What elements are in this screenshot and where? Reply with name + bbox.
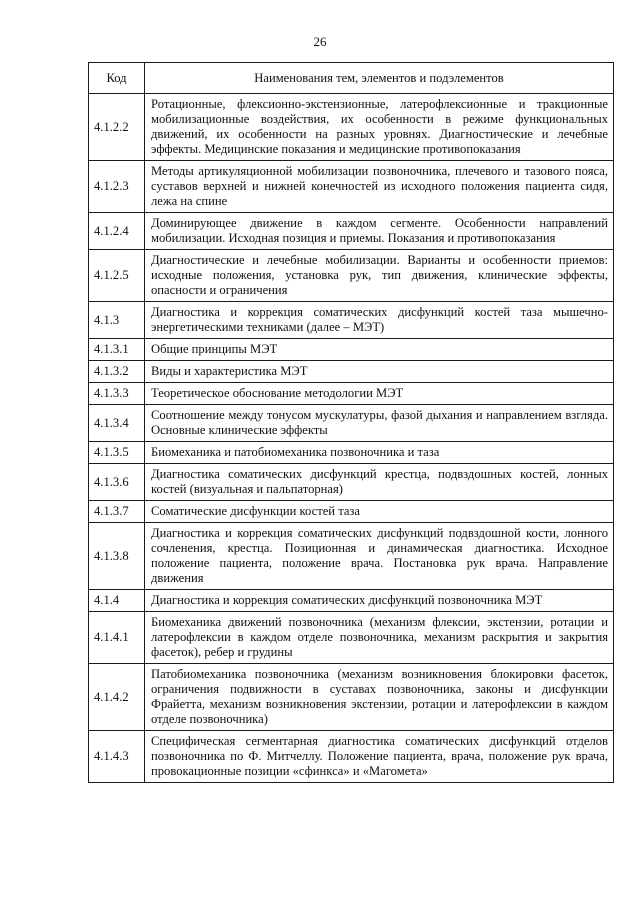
row-code: 4.1.4.3 [89, 731, 145, 783]
row-topic-name: Диагностика и коррекция соматических дисфункций подвздошной кости, лонного сочленения, крестца. Позиционная и динамическая диагностика. Исходное положение пациента, положение врача. Постановка рук врача. Направление движения [145, 523, 614, 590]
row-code: 4.1.2.2 [89, 94, 145, 161]
row-topic-name: Соотношение между тонусом мускулатуры, фазой дыхания и направлением взгляда. Основные клинические эффекты [145, 405, 614, 442]
row-topic-name: Патобиомеханика позвоночника (механизм возникновения блокировки фасеток, ограничения подвижности в суставах позвоночника, законы и дисфункции Фрайетта, механизм возникновения экстензии, ротации и латерофлексии в каждом отделе позвоночника) [145, 664, 614, 731]
table-row [89, 523, 614, 590]
row-topic-name: Диагностика и коррекция соматических дисфункций позвоночника МЭТ [145, 590, 614, 612]
row-topic-name: Соматические дисфункции костей таза [145, 501, 614, 523]
table-row [89, 213, 614, 250]
row-code: 4.1.4 [89, 590, 145, 612]
page-number: 26 [313, 34, 327, 49]
row-topic-name: Диагностика соматических дисфункций крестца, подвздошных костей, лонных костей (визуальная и пальпаторная) [145, 464, 614, 501]
row-topic-name: Биомеханика и патобиомеханика позвоночника и таза [145, 442, 614, 464]
row-code: 4.1.3.3 [89, 383, 145, 405]
table-row [89, 339, 614, 361]
row-topic-name: Виды и характеристика МЭТ [145, 361, 614, 383]
row-code: 4.1.4.2 [89, 664, 145, 731]
row-code: 4.1.3.8 [89, 523, 145, 590]
column-header-name: Наименования тем, элементов и подэлементов [145, 63, 614, 94]
row-code: 4.1.4.1 [89, 612, 145, 664]
table-body [89, 94, 614, 783]
row-topic-name: Ротационные, флексионно-экстензионные, латерофлексионные и тракционные мобилизационные воздействия, их особенности в режиме функциональных движений, их особенности на разных уровнях. Диагностические и лечебные эффекты. Медицинские показания и медицинские противопоказания [145, 94, 614, 161]
table-row [89, 731, 614, 783]
row-topic-name: Общие принципы МЭТ [145, 339, 614, 361]
table-row [89, 590, 614, 612]
row-topic-name: Теоретическое обоснование методологии МЭТ [145, 383, 614, 405]
row-code: 4.1.3.2 [89, 361, 145, 383]
row-code: 4.1.2.4 [89, 213, 145, 250]
table-row [89, 501, 614, 523]
row-code: 4.1.3.7 [89, 501, 145, 523]
curriculum-table [88, 62, 614, 783]
row-topic-name: Диагностические и лечебные мобилизации. Варианты и особенности приемов: исходные положения, установка рук, тип движения, клинические эффекты, опасности и ограничения [145, 250, 614, 302]
table-row [89, 361, 614, 383]
row-code: 4.1.3 [89, 302, 145, 339]
table-row [89, 161, 614, 213]
row-code: 4.1.3.6 [89, 464, 145, 501]
row-topic-name: Специфическая сегментарная диагностика соматических дисфункций отделов позвоночника по Ф. Митчеллу. Положение пациента, врача, положение рук врача, провокационные позиции «сфинкса» и «Магомета» [145, 731, 614, 783]
row-topic-name: Доминирующее движение в каждом сегменте. Особенности направлений мобилизации. Исходная позиция и приемы. Показания и противопоказания [145, 213, 614, 250]
table-header-row [89, 63, 614, 94]
table-row [89, 442, 614, 464]
table-row [89, 302, 614, 339]
row-code: 4.1.3.1 [89, 339, 145, 361]
column-header-code: Код [89, 63, 145, 94]
table-row [89, 405, 614, 442]
row-code: 4.1.2.3 [89, 161, 145, 213]
table-row [89, 250, 614, 302]
table-row [89, 94, 614, 161]
row-code: 4.1.3.4 [89, 405, 145, 442]
table-row [89, 383, 614, 405]
table-row [89, 464, 614, 501]
table-row [89, 612, 614, 664]
row-topic-name: Биомеханика движений позвоночника (механизм флексии, экстензии, ротации и латерофлексии в каждом отделе позвоночника, механизм раскрытия и закрытия фасеток), ребер и грудины [145, 612, 614, 664]
row-code: 4.1.2.5 [89, 250, 145, 302]
row-topic-name: Диагностика и коррекция соматических дисфункций костей таза мышечно-энергетическими техниками (далее – МЭТ) [145, 302, 614, 339]
table-row [89, 664, 614, 731]
row-code: 4.1.3.5 [89, 442, 145, 464]
row-topic-name: Методы артикуляционной мобилизации позвоночника, плечевого и тазового пояса, суставов верхней и нижней конечностей из исходного положения пациента сидя, лежа на спине [145, 161, 614, 213]
